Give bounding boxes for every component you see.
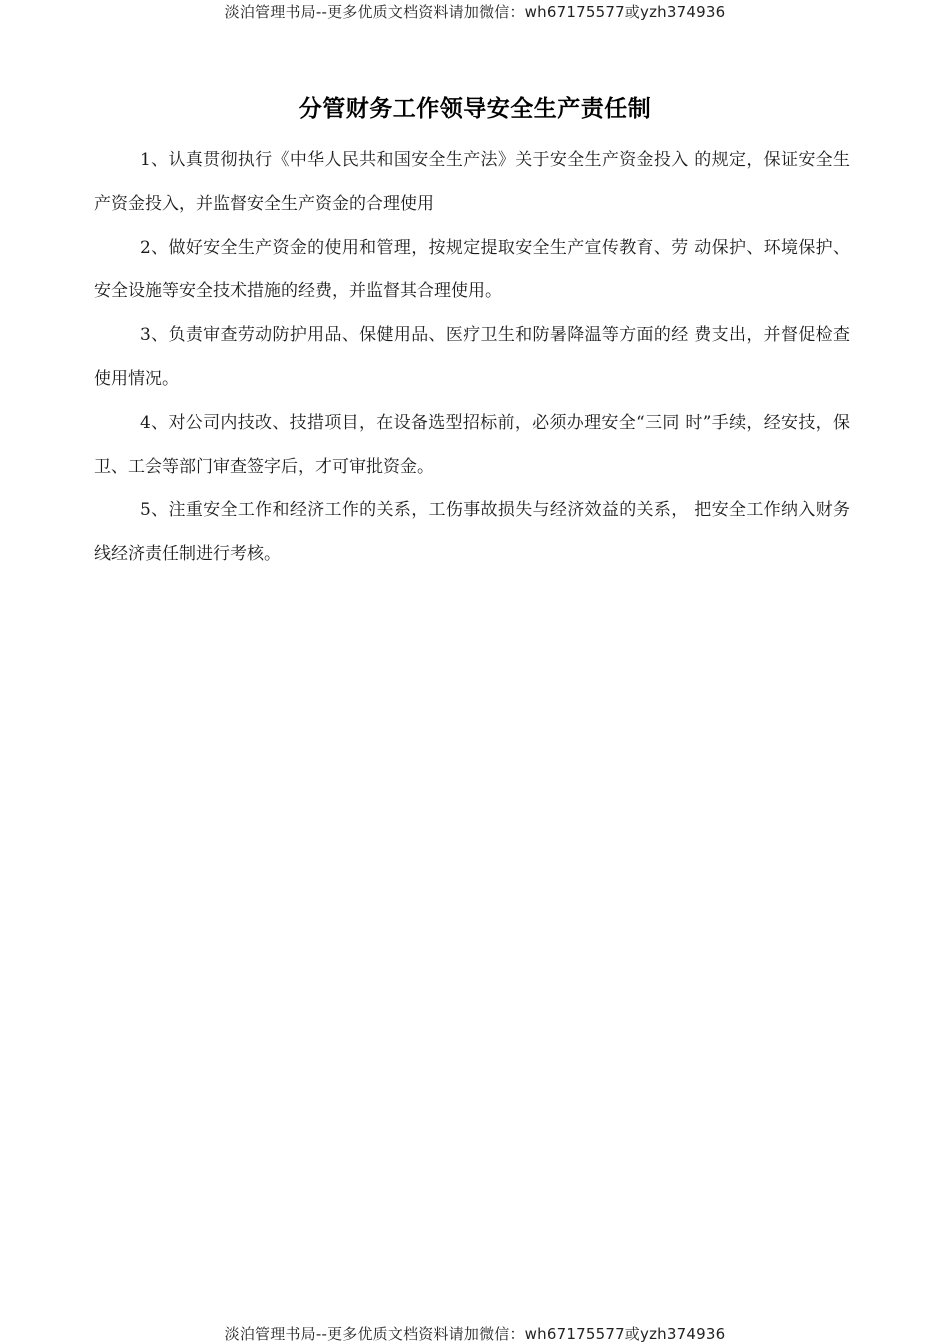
clause-paragraph-2: 2、做好安全生产资金的使用和管理，按规定提取安全生产宣传教育、劳 动保护、环境保护、安全设施等安全技术措施的经费，并监督其合理使用。	[94, 237, 850, 302]
clause-paragraph-5: 5、注重安全工作和经济工作的关系，工伤事故损失与经济效益的关系， 把安全工作纳入财务线经济责任制进行考核。	[94, 500, 850, 565]
clause-paragraph-4: 4、对公司内技改、技措项目，在设备选型招标前，必须办理安全“三同 时”手续，经安技，保卫、工会等部门审查签字后，才可审批资金。	[94, 412, 850, 477]
clause-paragraph-1: 1、认真贯彻执行《中华人民共和国安全生产法》关于安全生产资金投入 的规定，保证安全生产资金投入，并监督安全生产资金的合理使用	[94, 150, 850, 214]
document-body	[94, 139, 850, 577]
page-header-note: 淡泊管理书局--更多优质文档资料请加微信：wh67175577或yzh374936	[224, 3, 726, 21]
document-title: 分管财务工作领导安全生产责任制	[298, 96, 652, 122]
page-footer-note: 淡泊管理书局--更多优质文档资料请加微信：wh67175577或yzh374936	[224, 1325, 726, 1343]
clause-paragraph-3: 3、负责审查劳动防护用品、保健用品、医疗卫生和防暑降温等方面的经 费支出，并督促检查使用情况。	[94, 325, 850, 389]
